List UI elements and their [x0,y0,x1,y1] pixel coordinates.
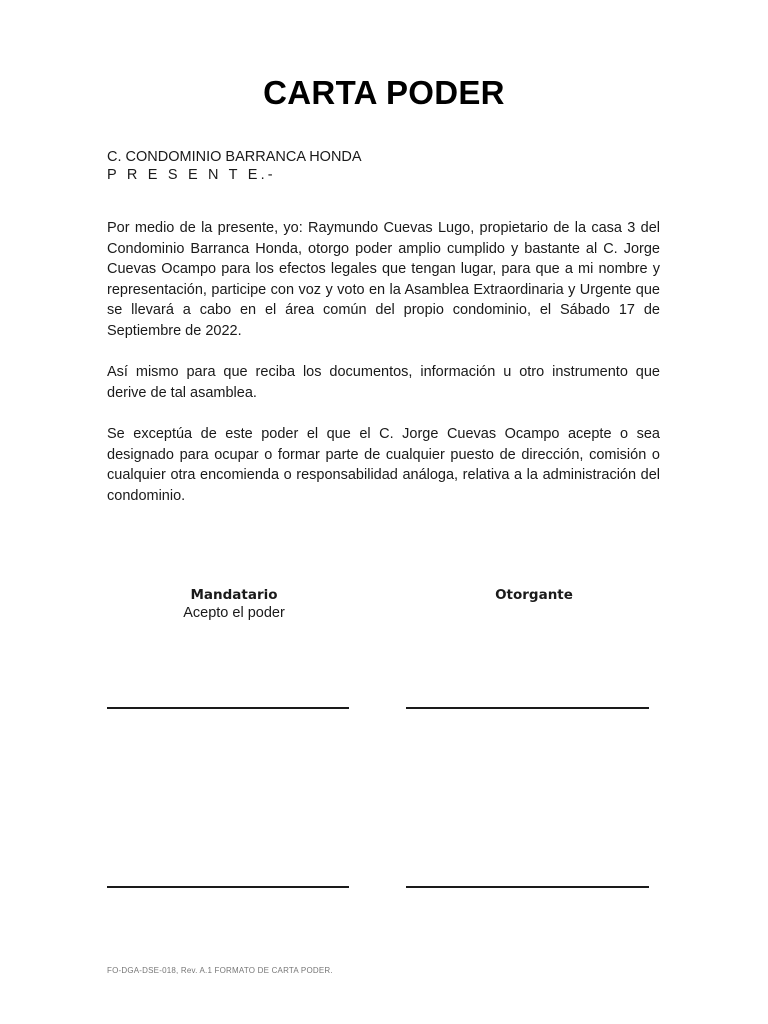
mandatario-heading: Mandatario [190,587,278,603]
addressee-name: C. CONDOMINIO BARRANCA HONDA [107,149,362,165]
mandatario-signature-line-1 [107,707,349,709]
body-paragraph-2: Así mismo para que reciba los documentos, información u otro instrumento que derive de tal asamblea. [107,364,660,401]
otorgante-signature-line-2 [406,886,649,888]
otorgante-heading: Otorgante [495,587,573,603]
body-paragraph-1: Por medio de la presente, yo: Raymundo Cuevas Lugo, propietario de la casa 3 del Condominio Barranca Honda, otorgo poder amplio cumplido y bastante al C. Jorge Cuevas Ocampo para los efectos legales que tengan lugar, para que a mi nombre y representación, participe con voz y voto en la Asamblea Extraordinaria y Urgente que se llevará a cabo en el área común del propio condominio, el Sábado 17 de Septiembre de 2022. [107,220,660,339]
presente-line: P R E S E N T E.- [107,167,276,183]
otorgante-signature-line-1 [406,707,649,709]
mandatario-signature-line-2 [107,886,349,888]
document-footer: FO-DGA-DSE-018, Rev. A.1 FORMATO DE CARTA PODER. [107,966,333,975]
addressee-block [107,148,362,184]
document-title: CARTA PODER [263,74,505,111]
body-paragraph-3: Se exceptúa de este poder el que el C. Jorge Cuevas Ocampo acepte o sea designado para ocupar o formar parte de cualquier puesto de dirección, comisión o cualquier otra encomienda o responsabilidad análoga, relativa a la administración del condominio. [107,426,660,504]
mandatario-subtitle: Acepto el poder [183,605,285,621]
